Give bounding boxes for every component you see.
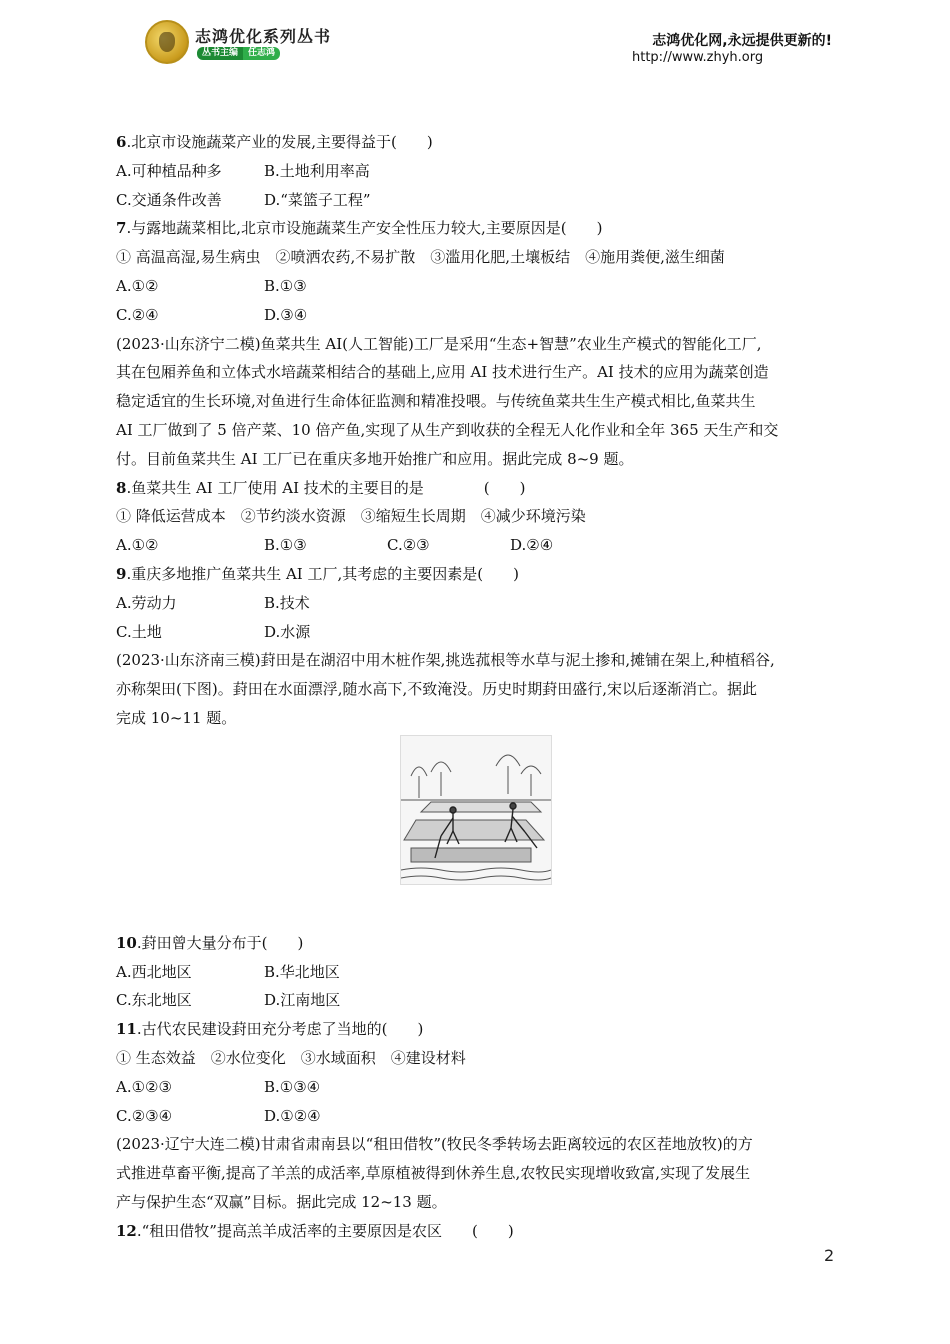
option-d[interactable]: D.“菜篮子工程” bbox=[264, 190, 371, 209]
option-a[interactable]: A.可种植品种多 bbox=[116, 161, 222, 180]
question-6 bbox=[116, 128, 836, 157]
options-row bbox=[116, 186, 836, 215]
editor-name: 任志鸿 bbox=[243, 47, 280, 60]
question-7 bbox=[116, 214, 836, 243]
option-d[interactable]: D.江南地区 bbox=[264, 991, 341, 1010]
question-number: 11 bbox=[116, 1020, 137, 1039]
option-b[interactable]: B.土地利用率高 bbox=[264, 161, 370, 180]
question-11 bbox=[116, 1015, 836, 1044]
question-12 bbox=[116, 1217, 836, 1246]
option-c[interactable]: C.②③④ bbox=[116, 1106, 173, 1125]
question-text: .葑田曾大量分布于( ) bbox=[136, 933, 304, 952]
figure-container bbox=[116, 733, 836, 929]
option-a[interactable]: A.劳动力 bbox=[116, 593, 177, 612]
site-slogan: 志鸿优化网,永远提供更新的! bbox=[652, 33, 832, 49]
passage-line: (2023·山东济宁二模)鱼菜共生 AI(人工智能)工厂是采用“生态+智慧”农业生产模式的智能化工厂, bbox=[116, 334, 762, 353]
option-b[interactable]: B.①③ bbox=[264, 536, 307, 555]
option-b[interactable]: B.华北地区 bbox=[264, 962, 340, 981]
option-a[interactable]: A.①② bbox=[116, 536, 159, 555]
publisher-logo bbox=[145, 20, 189, 64]
passage-line: 付。目前鱼菜共生 AI 工厂已在重庆多地开始推广和应用。据此完成 8~9 题。 bbox=[116, 449, 634, 468]
passage-line: (2023·辽宁大连二模)甘肃省肃南县以“租田借牧”(牧民冬季转场去距离较远的农区茬地放牧)的方 bbox=[116, 1135, 753, 1154]
option-a[interactable]: A.西北地区 bbox=[116, 962, 192, 981]
options-row bbox=[116, 531, 836, 560]
question-number: 6 bbox=[116, 133, 127, 151]
question-number: 12 bbox=[116, 1221, 137, 1240]
passage-line: 稳定适宜的生长环境,对鱼进行生命体征监测和精准投喂。与传统鱼菜共生生产模式相比,鱼菜共生 bbox=[116, 392, 756, 411]
option-d[interactable]: D.水源 bbox=[264, 622, 311, 641]
options-row bbox=[116, 157, 836, 186]
question-statements: ① 高温高湿,易生病虫 ②喷洒农药,不易扩散 ③滥用化肥,土壤板结 ④施用粪便,滋生细菌 bbox=[116, 248, 725, 267]
option-c[interactable]: C.②③ bbox=[387, 536, 430, 555]
option-d[interactable]: D.②④ bbox=[510, 536, 554, 555]
question-number: 10 bbox=[116, 933, 137, 952]
option-d[interactable]: D.③④ bbox=[264, 305, 308, 324]
series-title: 志鸿优化系列丛书 bbox=[195, 27, 332, 46]
editor-label: 丛书主编 bbox=[197, 47, 243, 60]
question-10 bbox=[116, 929, 836, 958]
passage-line: 其在包厢养鱼和立体式水培蔬菜相结合的基础上,应用 AI 技术进行生产。AI 技术的应用为蔬菜创造 bbox=[116, 363, 769, 382]
options-row bbox=[116, 589, 836, 618]
page-number: 2 bbox=[824, 1246, 835, 1265]
question-text: .重庆多地推广鱼菜共生 AI 工厂,其考虑的主要因素是( ) bbox=[126, 564, 519, 583]
options-row bbox=[116, 1102, 836, 1131]
passage-line: (2023·山东济南三模)葑田是在湖沼中用木桩作架,挑选菰根等水草与泥土掺和,摊铺在架上,种植稻谷, bbox=[116, 651, 775, 670]
question-text: .古代农民建设葑田充分考虑了当地的( ) bbox=[136, 1020, 424, 1039]
question-text: .与露地蔬菜相比,北京市设施蔬菜生产安全性压力较大,主要原因是( ) bbox=[126, 219, 603, 238]
floating-field-illustration bbox=[400, 735, 552, 885]
option-b[interactable]: B.技术 bbox=[264, 593, 310, 612]
option-c[interactable]: C.交通条件改善 bbox=[116, 190, 222, 209]
editor-tag bbox=[197, 47, 280, 60]
passage-line: 完成 10~11 题。 bbox=[116, 708, 237, 727]
options-row bbox=[116, 272, 836, 301]
question-text: .“租田借牧”提高羔羊成活率的主要原因是农区 ( ) bbox=[136, 1221, 514, 1240]
options-row bbox=[116, 301, 836, 330]
options-row bbox=[116, 1073, 836, 1102]
question-text: .鱼菜共生 AI 工厂使用 AI 技术的主要目的是 ( ) bbox=[126, 478, 526, 497]
option-c[interactable]: C.土地 bbox=[116, 622, 162, 641]
passage-line: 亦称架田(下图)。葑田在水面漂浮,随水高下,不致淹没。历史时期葑田盛行,宋以后逐渐消亡。据此 bbox=[116, 680, 758, 699]
site-url[interactable]: http://www.zhyh.org bbox=[632, 50, 764, 65]
passage-line: 产与保护生态“双赢”目标。据此完成 12~13 题。 bbox=[116, 1192, 447, 1211]
option-b[interactable]: B.①③④ bbox=[264, 1077, 321, 1096]
question-number: 9 bbox=[116, 564, 127, 583]
question-text: .北京市设施蔬菜产业的发展,主要得益于( ) bbox=[126, 133, 433, 151]
passage-line: AI 工厂做到了 5 倍产菜、10 倍产鱼,实现了从生产到收获的全程无人化作业和全年 365 天生产和交 bbox=[116, 420, 779, 439]
question-9 bbox=[116, 560, 836, 589]
option-a[interactable]: A.①② bbox=[116, 276, 159, 295]
exam-content bbox=[116, 128, 836, 1246]
question-number: 7 bbox=[116, 219, 127, 238]
question-statements: ① 降低运营成本 ②节约淡水资源 ③缩短生长周期 ④减少环境污染 bbox=[116, 507, 586, 526]
option-a[interactable]: A.①②③ bbox=[116, 1077, 172, 1096]
question-number: 8 bbox=[116, 478, 127, 497]
option-c[interactable]: C.②④ bbox=[116, 305, 159, 324]
options-row bbox=[116, 958, 836, 987]
option-c[interactable]: C.东北地区 bbox=[116, 991, 192, 1010]
page-header bbox=[0, 0, 950, 80]
option-b[interactable]: B.①③ bbox=[264, 276, 307, 295]
options-row bbox=[116, 986, 836, 1015]
question-statements: ① 生态效益 ②水位变化 ③水域面积 ④建设材料 bbox=[116, 1048, 466, 1067]
options-row bbox=[116, 618, 836, 647]
option-d[interactable]: D.①②④ bbox=[264, 1106, 321, 1125]
question-8 bbox=[116, 474, 836, 503]
passage-line: 式推进草畜平衡,提高了羊羔的成活率,草原植被得到休养生息,农牧民实现增收致富,实现了发展生 bbox=[116, 1164, 751, 1183]
